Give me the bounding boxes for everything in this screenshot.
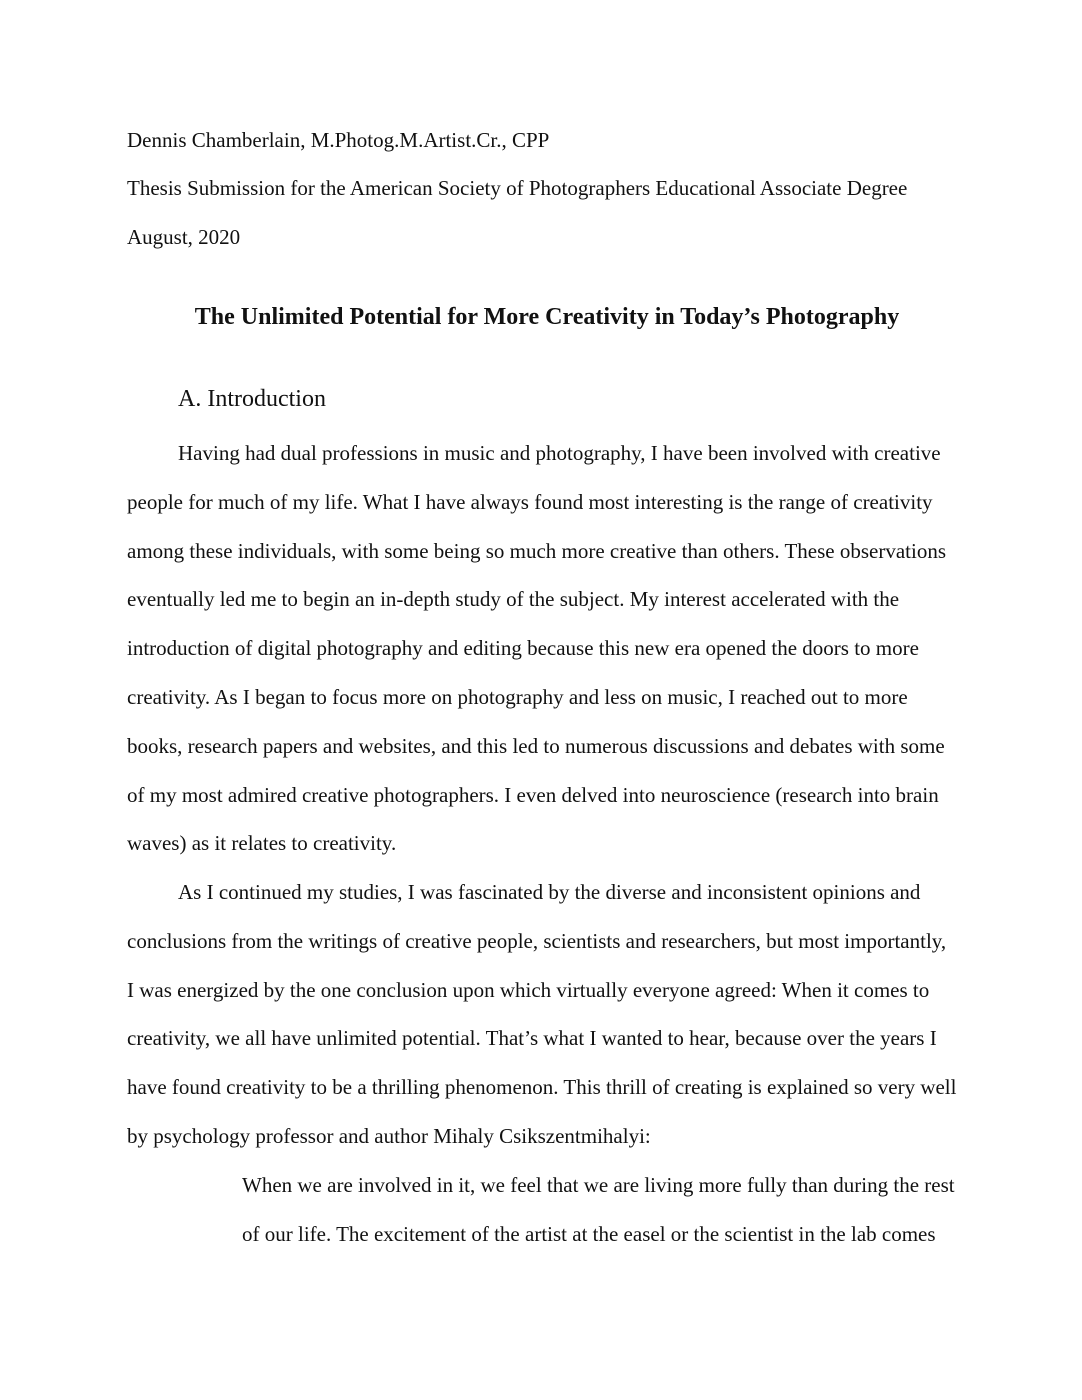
submission-line: Thesis Submission for the American Society of Photographers Educational Associate Degree [127, 176, 908, 200]
paragraph-line: of my most admired creative photographers. I even delved into neuroscience (research into brain [127, 782, 939, 807]
paragraph-line: Having had dual professions in music and photography, I have been involved with creative [178, 441, 941, 465]
paragraph-line: I was energized by the one conclusion upon which virtually everyone agreed: When it comes to [127, 977, 930, 1002]
document-title: The Unlimited Potential for More Creativity in Today’s Photography [194, 304, 900, 330]
author-line: Dennis Chamberlain, M.Photog.M.Artist.Cr., CPP [127, 128, 550, 152]
quote-line: of our life. The excitement of the artist at the easel or the scientist in the lab comes [242, 1221, 936, 1246]
paragraph-line: books, research papers and websites, and this led to numerous discussions and debates with some [127, 733, 945, 758]
paragraph-line: by psychology professor and author Mihaly Csikszentmihalyi: [127, 1123, 651, 1148]
paragraph-1 [127, 429, 946, 868]
paragraph-line: creativity, we all have unlimited potential. That’s what I wanted to hear, because over the years I [127, 1026, 937, 1051]
paragraph-line: among these individuals, with some being so much more creative than others. These observations [127, 538, 947, 563]
paragraph-line: people for much of my life. What I have always found most interesting is the range of creativity [127, 489, 933, 514]
paragraph-line: conclusions from the writings of creative people, scientists and researchers, but most importantly, [127, 928, 947, 953]
paragraph-2 [127, 868, 956, 1161]
paragraph-line: introduction of digital photography and editing because this new era opened the doors to more [127, 636, 919, 661]
block-quote [242, 1161, 955, 1259]
paragraph-line: creativity. As I began to focus more on photography and less on music, I reached out to more [127, 684, 908, 709]
section-heading: A. Introduction [178, 386, 326, 412]
quote-line: When we are involved in it, we feel that we are living more fully than during the rest [242, 1173, 955, 1197]
paragraph-line: waves) as it relates to creativity. [127, 831, 397, 856]
paragraph-line: eventually led me to begin an in-depth study of the subject. My interest accelerated with the [127, 587, 900, 612]
paragraph-line: have found creativity to be a thrilling phenomenon. This thrill of creating is explained so very well [127, 1075, 957, 1100]
paragraph-line: As I continued my studies, I was fascinated by the diverse and inconsistent opinions and [178, 880, 921, 904]
date-line: August, 2020 [127, 225, 241, 249]
